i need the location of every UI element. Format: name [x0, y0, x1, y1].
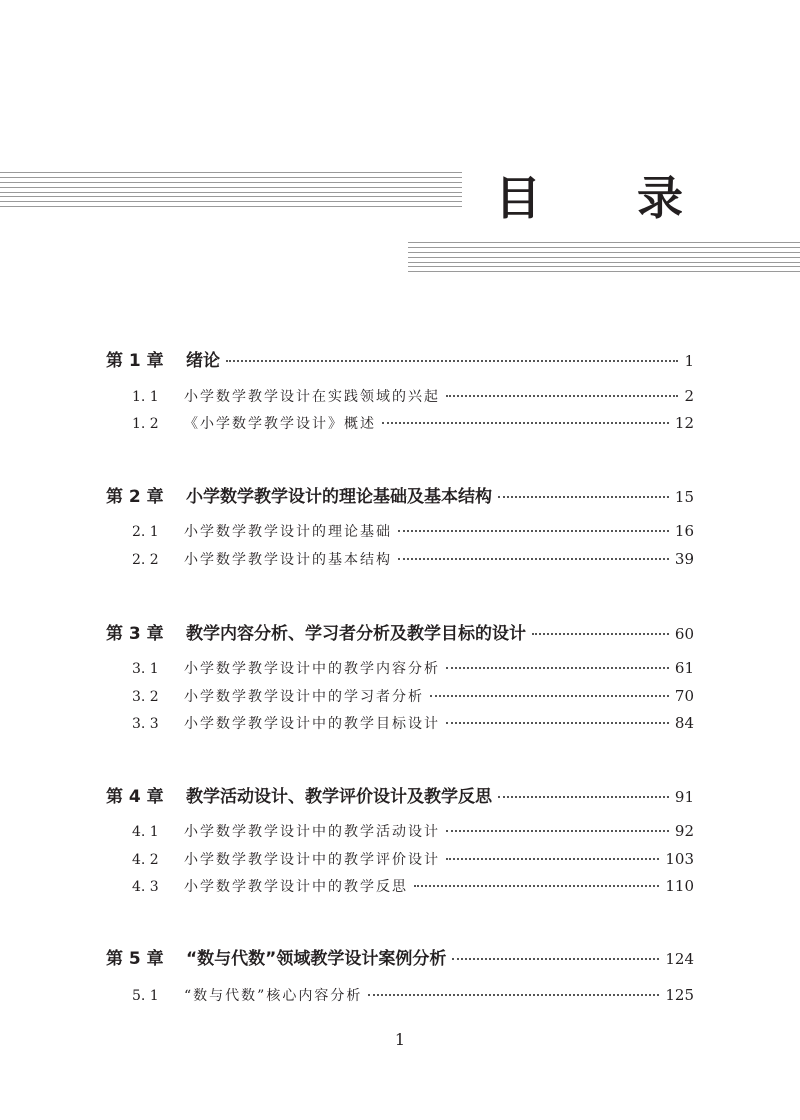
toc-section-5-1[interactable]: [132, 985, 694, 1005]
toc-chapter-4[interactable]: [106, 782, 694, 807]
toc-chapter-5[interactable]: [106, 944, 694, 969]
section-page: 12: [674, 414, 694, 432]
chapter-page: 124: [665, 950, 694, 968]
chapter-title: 教学活动设计、教学评价设计及教学反思: [186, 787, 492, 807]
toc-section-4-2[interactable]: [132, 849, 694, 869]
section-number: 4. 3: [132, 879, 159, 895]
leader-dots: [532, 633, 669, 635]
section-number: 3. 3: [132, 716, 159, 732]
chapter-page: 60: [674, 625, 694, 643]
toc-section-2-2[interactable]: [132, 549, 694, 569]
section-page: 92: [674, 822, 694, 840]
section-title: 小学数学教学设计中的学习者分析: [184, 689, 424, 705]
section-number: 3. 1: [132, 661, 159, 677]
section-number: 2. 1: [132, 524, 159, 540]
chapter-page: 91: [674, 788, 694, 806]
section-number: 1. 2: [132, 416, 159, 432]
leader-dots: [430, 695, 669, 697]
section-number: 2. 2: [132, 552, 159, 568]
leader-dots: [226, 360, 678, 362]
page-title: 目 录: [495, 171, 724, 225]
section-title: 小学数学教学设计中的教学内容分析: [184, 661, 440, 677]
chapter-number: 第 1 章: [106, 351, 164, 371]
chapter-number: 第 4 章: [106, 787, 164, 807]
leader-dots: [446, 395, 678, 397]
section-title: 小学数学教学设计中的教学目标设计: [184, 716, 440, 732]
page-number: 1: [394, 1030, 406, 1049]
decorative-lines-right: [408, 242, 800, 276]
leader-dots: [368, 994, 659, 996]
chapter-number: 第 2 章: [106, 487, 164, 507]
chapter-page: 1: [684, 352, 694, 370]
chapter-number: 第 3 章: [106, 624, 164, 644]
section-page: 125: [665, 986, 694, 1004]
leader-dots: [446, 667, 669, 669]
toc-section-3-1[interactable]: [132, 658, 694, 678]
section-number: 1. 1: [132, 389, 159, 405]
chapter-page: 15: [674, 488, 694, 506]
section-number: 4. 2: [132, 852, 159, 868]
toc-section-2-1[interactable]: [132, 521, 694, 541]
chapter-title: 教学内容分析、学习者分析及教学目标的设计: [186, 624, 526, 644]
toc-chapter-2[interactable]: [106, 482, 694, 507]
section-title: 《小学数学教学设计》概述: [184, 416, 376, 432]
chapter-title: “数与代数”领域教学设计案例分析: [186, 949, 447, 969]
section-page: 2: [684, 387, 694, 405]
toc-chapter-1[interactable]: [106, 346, 694, 371]
leader-dots: [498, 796, 669, 798]
section-number: 5. 1: [132, 988, 159, 1004]
decorative-lines-left: [0, 172, 462, 211]
section-page: 103: [665, 850, 694, 868]
chapter-number: 第 5 章: [106, 949, 164, 969]
section-title: “数与代数”核心内容分析: [184, 988, 363, 1004]
section-title: 小学数学教学设计的基本结构: [184, 552, 392, 568]
section-title: 小学数学教学设计的理论基础: [184, 524, 392, 540]
toc-chapter-3[interactable]: [106, 619, 694, 644]
leader-dots: [382, 422, 669, 424]
toc-section-3-2[interactable]: [132, 686, 694, 706]
leader-dots: [446, 830, 669, 832]
section-page: 84: [674, 714, 694, 732]
section-page: 39: [674, 550, 694, 568]
toc-section-1-1[interactable]: [132, 386, 694, 406]
leader-dots: [446, 722, 669, 724]
toc-section-4-1[interactable]: [132, 821, 694, 841]
toc-section-3-3[interactable]: [132, 713, 694, 733]
leader-dots: [498, 496, 669, 498]
leader-dots: [414, 885, 659, 887]
chapter-title: 绪论: [186, 351, 220, 371]
leader-dots: [446, 858, 659, 860]
section-title: 小学数学教学设计中的教学反思: [184, 879, 408, 895]
toc-section-4-3[interactable]: [132, 876, 694, 896]
leader-dots: [452, 958, 659, 960]
leader-dots: [398, 558, 669, 560]
section-page: 110: [665, 877, 694, 895]
section-number: 3. 2: [132, 689, 159, 705]
section-title: 小学数学教学设计中的教学评价设计: [184, 852, 440, 868]
toc-section-1-2[interactable]: [132, 413, 694, 433]
section-page: 61: [674, 659, 694, 677]
section-number: 4. 1: [132, 824, 159, 840]
section-title: 小学数学教学设计中的教学活动设计: [184, 824, 440, 840]
section-title: 小学数学教学设计在实践领域的兴起: [184, 389, 440, 405]
leader-dots: [398, 530, 669, 532]
section-page: 16: [674, 522, 694, 540]
section-page: 70: [674, 687, 694, 705]
chapter-title: 小学数学教学设计的理论基础及基本结构: [186, 487, 492, 507]
